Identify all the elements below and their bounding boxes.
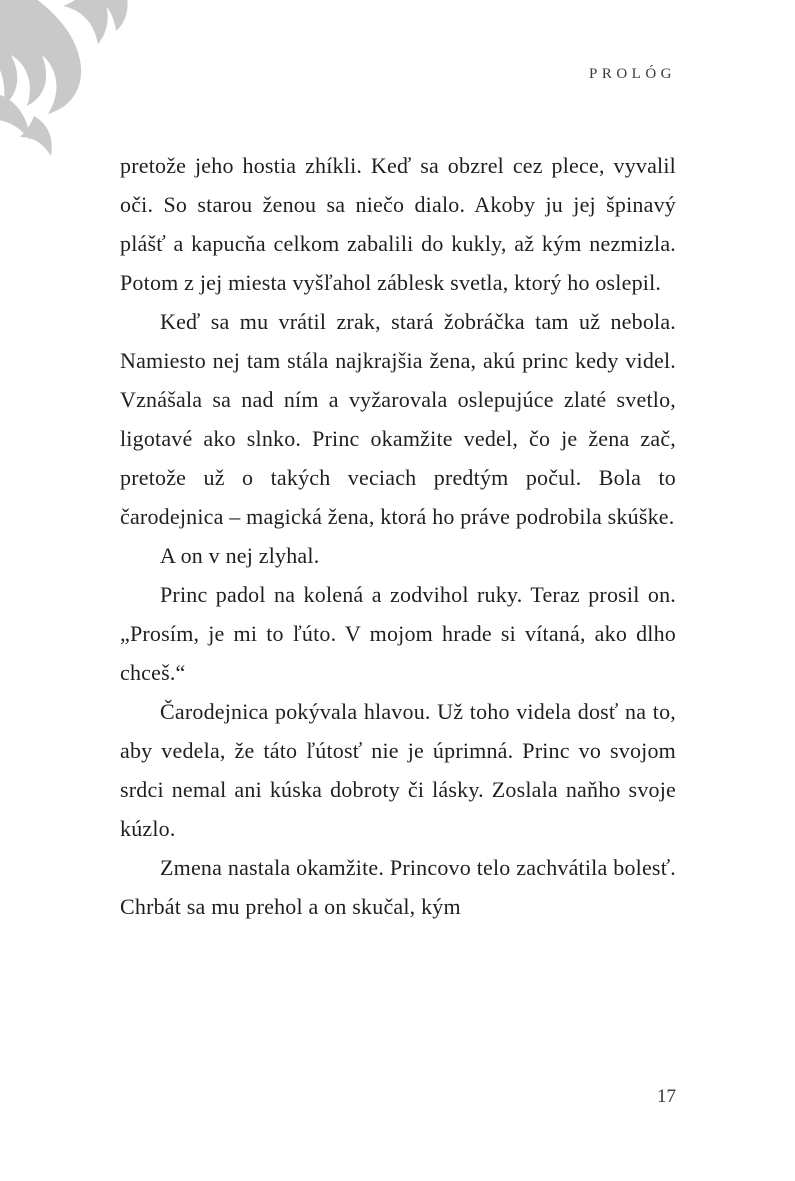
body-text [120,146,676,926]
running-header: PROLÓG [588,66,676,82]
page-number: 17 [657,1086,676,1107]
paragraph: Keď sa mu vrátil zrak, stará žobráčka tam už nebola. Namiesto nej tam stála najkrajšia žena, akú princ kedy videl. Vznášala sa nad ním a vyžarovala oslepujúce zlaté svetlo, ligotavé ako slnko. Princ okamžite vedel, čo je žena zač, pretože už o takých veciach predtým počul. Bola to čarodejnica – magická žena, ktorá ho práve podrobila skúške. [120,309,676,529]
paragraph: A on v nej zlyhal. [160,543,320,568]
paragraph: pretože jeho hostia zhíkli. Keď sa obzrel cez plece, vyvalil oči. So starou ženou sa niečo dialo. Akoby ju jej špinavý plášť a kapucňa celkom zabalili do kukly, až kým nezmizla. Potom z jej miesta vyšľahol záblesk svetla, ktorý ho oslepil. [120,153,676,295]
paragraph: Čarodejnica pokývala hlavou. Už toho videla dosť na to, aby vedela, že táto ľútosť nie je úprimná. Princ vo svojom srdci nemal ani kúska dobroty či lásky. Zoslala naňho svoje kúzlo. [120,699,676,841]
paragraph: Princ padol na kolená a zodvihol ruky. Teraz prosil on. „Prosím, je mi to ľúto. V mojom hrade si vítaná, ako dlho chceš.“ [120,582,676,685]
paragraph: Zmena nastala okamžite. Princovo telo zachvátila bolesť. Chrbát sa mu prehol a on skučal, kým [120,855,676,919]
floral-ornament-icon [0,0,160,170]
